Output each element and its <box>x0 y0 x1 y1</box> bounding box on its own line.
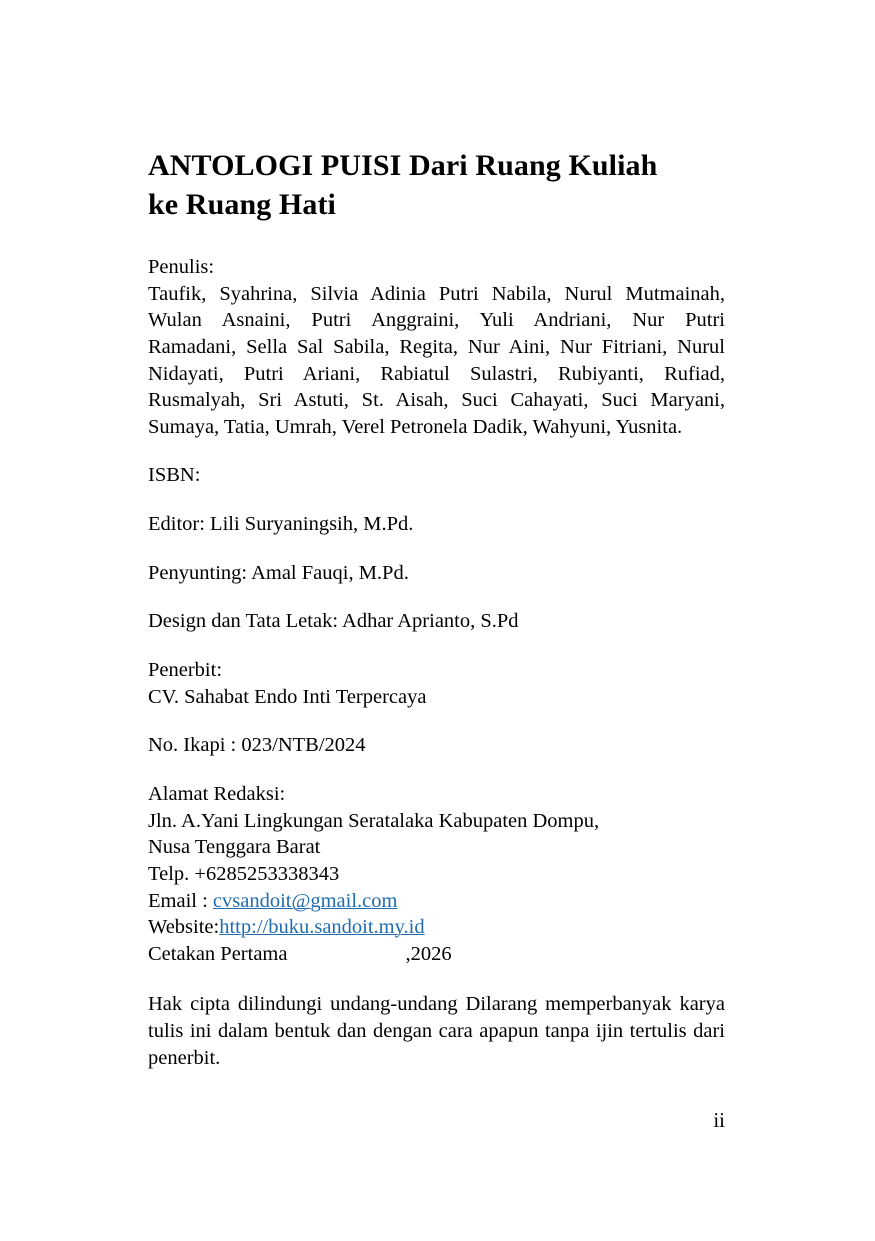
spacer-before-publisher <box>148 635 725 657</box>
page-content <box>148 146 725 1071</box>
website-label: Website: <box>148 916 220 939</box>
address-heading: Alamat Redaksi: <box>148 782 286 805</box>
printing-year: ,2026 <box>405 942 452 965</box>
address-street: Jln. A.Yani Lingkungan Seratalaka Kabupaten Dompu, <box>148 809 600 832</box>
spacer-before-address <box>148 759 725 781</box>
page-number: ii <box>713 1108 725 1132</box>
copyright-notice: Hak cipta dilindungi undang-undang Dilarang memperbanyak karya tulis ini dalam bentuk dan dengan cara apapun tanpa ijin tertulis dari penerbit. <box>148 993 725 1069</box>
authors-line: Sumaya, Tatia, Umrah, Verel Petronela Dadik, Wahyuni, Yusnita. <box>148 415 683 438</box>
printing-line <box>148 941 725 968</box>
spacer-after-title <box>148 224 725 254</box>
design-credit: Design dan Tata Letak: Adhar Aprianto, S.Pd <box>148 610 519 633</box>
spacer-before-design <box>148 586 725 608</box>
editor-credit: Editor: Lili Suryaningsih, M.Pd. <box>148 513 414 536</box>
website-link[interactable]: http://buku.sandoit.my.id <box>219 916 425 939</box>
authors-line: Rusmalyah, Sri Astuti, St. Aisah, Suci Cahayati, Suci Maryani, <box>148 389 725 412</box>
authors-line: Nidayati, Putri Ariani, Rabiatul Sulastri, Rubiyanti, Rufiad, <box>148 362 725 385</box>
publisher-block <box>148 657 725 710</box>
spacer-before-copyright <box>148 967 725 991</box>
authors-line: Taufik, Syahrina, Silvia Adinia Putri Nabila, Nurul Mutmainah, <box>148 282 725 305</box>
address-region: Nusa Tenggara Barat <box>148 836 321 859</box>
book-title-line-1: ANTOLOGI PUISI Dari Ruang Kuliah <box>148 149 658 182</box>
authors-line: Ramadani, Sella Sal Sabila, Regita, Nur Aini, Nur Fitriani, Nurul <box>148 335 725 358</box>
email-link[interactable]: cvsandoit@gmail.com <box>212 889 398 912</box>
penyunting-credit: Penyunting: Amal Fauqi, M.Pd. <box>148 561 409 584</box>
authors-list <box>148 281 725 441</box>
isbn-label: ISBN: <box>148 464 201 487</box>
publisher-heading: Penerbit: <box>148 659 223 682</box>
publisher-name: CV. Sahabat Endo Inti Terpercaya <box>148 685 427 708</box>
spacer-before-ikapi <box>148 710 725 732</box>
spacer-before-penyunting <box>148 538 725 560</box>
book-title-line-2: ke Ruang Hati <box>148 188 336 221</box>
page-title <box>148 146 725 224</box>
address-block <box>148 781 725 967</box>
ikapi-number: No. Ikapi : 023/NTB/2024 <box>148 734 366 757</box>
authors-line: Wulan Asnaini, Putri Anggraini, Yuli Andriani, Nur Putri <box>148 309 725 332</box>
spacer-before-editor <box>148 489 725 511</box>
address-email-line <box>148 888 725 915</box>
address-website-line <box>148 914 725 941</box>
address-phone: Telp. +6285253338343 <box>148 862 340 885</box>
email-label: Email : <box>148 889 213 912</box>
authors-heading: Penulis: <box>148 256 215 278</box>
printing-label: Cetakan Pertama <box>148 942 288 965</box>
spacer-before-isbn <box>148 440 725 462</box>
